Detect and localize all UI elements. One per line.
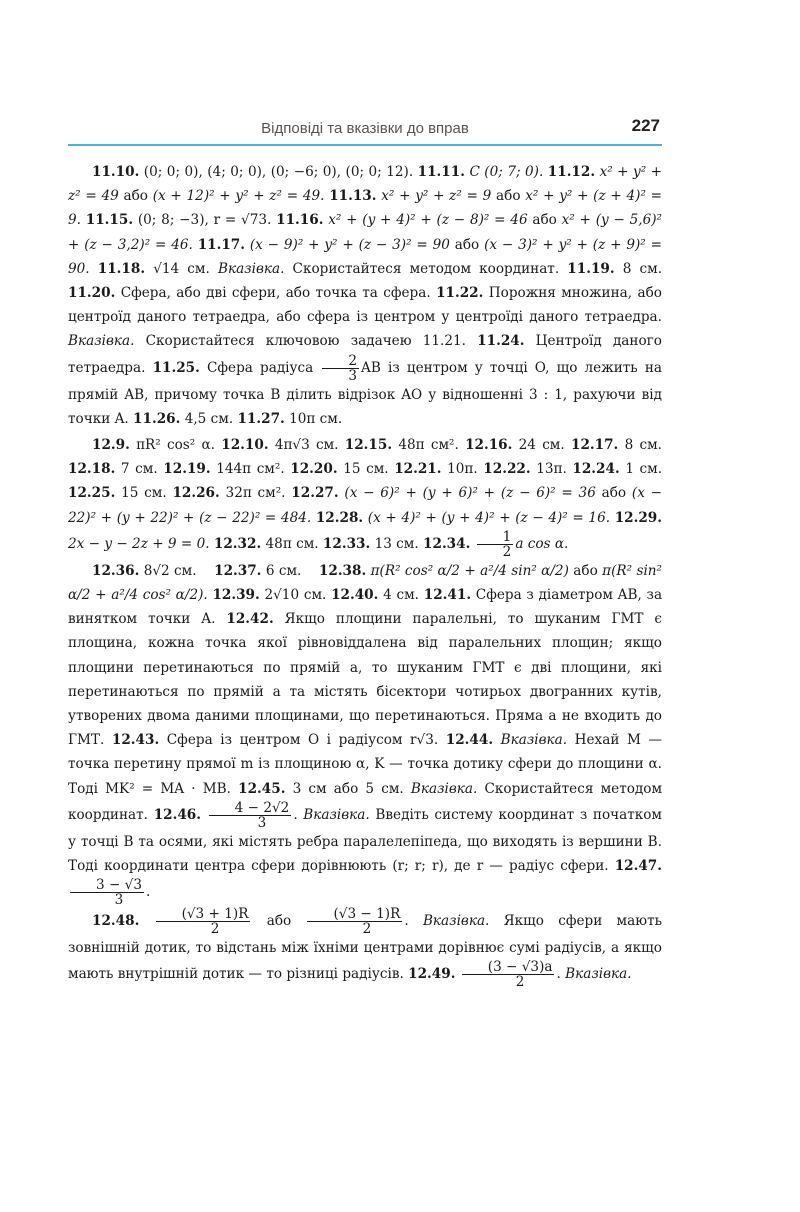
answer-text: або bbox=[601, 485, 627, 502]
answer-number: 11.19. bbox=[567, 260, 615, 277]
answer-number: 12.33. bbox=[322, 535, 371, 552]
answer-text: Порожня множина, або центроїд даного тетраедра, або сфера із центром у центроїді даного тетраедра. bbox=[68, 285, 662, 326]
fraction-12-49 bbox=[462, 960, 555, 989]
answer-text: Якщо сфери мають зовнішній дотик, то відстань між їхніми центрами дорівнює сумі радіусів, а якщо мають внутрішній дотик — то різниці радіусів. bbox=[68, 913, 662, 983]
fraction-12-48-a bbox=[156, 907, 251, 936]
answer-text: або bbox=[532, 212, 557, 229]
answer-text: 48π см. bbox=[265, 535, 319, 552]
answer-number: 11.24. bbox=[477, 333, 525, 350]
answer-text: 3 bbox=[257, 814, 267, 831]
answer-text: або bbox=[454, 236, 480, 253]
page-number: 227 bbox=[631, 116, 660, 135]
answer-number: 12.44. bbox=[445, 732, 494, 749]
answer-number: 11.22. bbox=[436, 285, 484, 302]
answer-text: або bbox=[123, 188, 148, 205]
answer-text: Центроїд даного тетраедра. bbox=[68, 333, 662, 376]
answer-text: або bbox=[266, 913, 292, 930]
answer-number: 12.10. bbox=[221, 437, 269, 454]
answer-text: π(R² sin² α/2 + a²/4 cos² α/2). bbox=[68, 562, 662, 604]
answer-text: πR² cos² α. bbox=[136, 437, 215, 454]
header-title: Відповіді та вказівки до вправ bbox=[261, 120, 469, 137]
answer-text: або bbox=[573, 562, 598, 579]
answer-number: 12.32. bbox=[213, 535, 262, 552]
answer-text: Нехай M — точка перетину прямої m із площиною α, K — точка дотику сфери до площини α. Тоді MK² = MA · MB. bbox=[68, 732, 663, 797]
answer-number: 12.17. bbox=[570, 437, 619, 454]
section-12-answers bbox=[68, 433, 662, 559]
answer-number: 11.16. bbox=[276, 212, 324, 229]
answers-text bbox=[68, 160, 662, 989]
answer-text: Введіть систему координат з початком у точці B та осями, які містять ребра паралелепіпеда, що виходять із вершини B. Тоді координати центра сфери дорівнюють (r; r; r), де r — радіус сфери. bbox=[68, 806, 662, 875]
answer-number: 11.11. bbox=[417, 164, 465, 180]
answer-number: 12.45. bbox=[238, 780, 286, 797]
answer-number: 12.46. bbox=[153, 806, 201, 823]
answer-number: 12.38. bbox=[318, 562, 367, 579]
answer-number: 11.18. bbox=[97, 260, 146, 277]
answer-text: 32π см². bbox=[225, 485, 286, 502]
answer-text: Скористайтеся ключовою задачею 11.21. bbox=[145, 333, 466, 350]
answer-text: 15 см. bbox=[121, 485, 167, 502]
answer-number: 12.18. bbox=[68, 461, 116, 478]
answer-number: 12.36. bbox=[92, 562, 140, 579]
answer-text: 13 см. bbox=[374, 535, 419, 552]
fraction-12-48-b bbox=[307, 907, 402, 936]
answer-number: 12.16. bbox=[465, 437, 513, 454]
answer-number: 12.21. bbox=[394, 461, 442, 478]
answer-text: 4π√3 см. bbox=[274, 437, 339, 454]
answer-text: Вказівка. bbox=[410, 780, 478, 797]
answer-text: √14 см. bbox=[153, 260, 210, 277]
answer-text: 1 см. bbox=[625, 461, 663, 478]
answer-number: 11.26. bbox=[133, 410, 181, 427]
running-header bbox=[68, 116, 662, 144]
answer-number: 12.15. bbox=[344, 437, 393, 454]
fraction-1-2 bbox=[477, 530, 514, 559]
answer-text: x² + y² + z² = 9 bbox=[381, 188, 492, 205]
answer-text: (x − 3)² + y² + (z + 9)² = 90. bbox=[68, 236, 662, 277]
answer-number: 12.40. bbox=[331, 587, 379, 604]
answer-text: 48π см². bbox=[398, 437, 459, 454]
answer-number: 12.39. bbox=[212, 587, 260, 604]
answer-text: 4 см. bbox=[383, 587, 420, 604]
answer-number: 12.28. bbox=[315, 509, 364, 526]
answer-number: 12.19. bbox=[163, 461, 211, 478]
answer-text: x² + y² + (z + 4)² = 9. bbox=[68, 188, 663, 229]
header-rule bbox=[68, 144, 662, 146]
answer-text: 144π см². bbox=[216, 461, 285, 478]
answer-number: 12.37. bbox=[214, 562, 262, 579]
answer-text: Сфера, або дві сфери, або точка та сфера. bbox=[120, 285, 431, 302]
answer-text: (0; 0; 0), (4; 0; 0), (0; −6; 0), (0; 0; 12). bbox=[143, 164, 414, 180]
answer-number: 11.12. bbox=[547, 164, 596, 180]
answer-text: 2x − y − 2z + 9 = 0. bbox=[68, 535, 210, 552]
answer-text: 4,5 см. bbox=[184, 410, 234, 427]
answer-text: x² + (y − 5,6)² + (z − 3,2)² = 46. bbox=[68, 212, 662, 253]
section-11-answers bbox=[68, 160, 662, 431]
answer-text: (x − 22)² + (y + 22)² + (z − 22)² = 484. bbox=[68, 485, 663, 526]
answer-text: (0; 8; −3), r = √73. bbox=[137, 212, 272, 229]
answer-text: 24 см. bbox=[518, 437, 565, 454]
answer-text: 2√10 см. bbox=[264, 587, 327, 604]
answer-text: Скористайтеся методом координат. bbox=[292, 260, 560, 277]
answer-text: π(R² cos² α/2 + a²/4 sin² α/2) bbox=[370, 562, 569, 579]
answer-number: 12.34. bbox=[423, 535, 471, 552]
answer-text: (x − 6)² + (y + 6)² + (z − 6)² = 36 bbox=[344, 485, 596, 502]
answer-text: (3 − √3)a bbox=[462, 960, 555, 975]
answer-number: 12.24. bbox=[572, 461, 620, 478]
answer-text: 2 bbox=[322, 354, 359, 369]
answer-number: 11.13. bbox=[329, 188, 377, 205]
answer-text: 2 bbox=[515, 974, 525, 991]
answer-text: Вказівка. bbox=[422, 913, 490, 930]
answer-text: Якщо площини паралельні, то шуканим ГМТ є площина, кожна точка якої рівновіддалена від паралельних площин; якщо площини перетинаються по прямій a, то шуканим ГМТ є дві площини, які перетинаються по прямій a та містять бісектори чотирьох двогранних кутів, утворених двома даними площинами, що перетинаються. Пряма a не входить до ГМТ. bbox=[68, 611, 662, 749]
answer-number: 12.26. bbox=[172, 485, 220, 502]
answer-text: Сфера із центром O і радіусом r√3. bbox=[166, 732, 439, 749]
answer-number: 11.20. bbox=[68, 285, 116, 302]
answer-text: 10π. bbox=[447, 461, 478, 478]
answer-number: 12.25. bbox=[68, 485, 116, 502]
answer-number: 12.41. bbox=[423, 587, 472, 604]
answer-number: 11.15. bbox=[85, 212, 134, 229]
answer-number: 12.20. bbox=[290, 461, 338, 478]
answer-text: або bbox=[496, 188, 521, 205]
answer-text: (√3 + 1)R bbox=[156, 907, 251, 922]
answer-number: 11.17. bbox=[197, 236, 245, 253]
answer-text: 8 см. bbox=[622, 260, 663, 277]
answer-text: x² + y² + z² = 49 bbox=[68, 164, 663, 205]
answer-text: 15 см. bbox=[343, 461, 389, 478]
answer-text: (x + 12)² + y² + z² = 49. bbox=[152, 188, 325, 205]
answer-text: Вказівка. bbox=[217, 260, 285, 277]
answer-text: Сфера з діаметром AB, за винятком точки A. bbox=[68, 587, 663, 628]
fraction-2-3 bbox=[322, 354, 359, 383]
answer-text: x² + (y + 4)² + (z − 8)² = 46 bbox=[328, 212, 528, 229]
answer-text: (x − 9)² + y² + (z − 3)² = 90 bbox=[249, 236, 450, 253]
answer-text: Вказівка. bbox=[500, 732, 568, 749]
answer-number: 12.22. bbox=[483, 461, 531, 478]
answer-text: Вказівка. bbox=[303, 806, 370, 823]
answer-text: 8 см. bbox=[624, 437, 662, 454]
answer-text: 6 см. bbox=[265, 562, 302, 579]
answer-text: 7 см. bbox=[120, 461, 158, 478]
answer-text: 10π см. bbox=[289, 410, 343, 427]
answer-number: 12.29. bbox=[614, 509, 662, 526]
answer-text: 4 − 2√2 bbox=[209, 801, 292, 816]
answer-number: 11.25. bbox=[152, 359, 200, 376]
answer-text: 3 см або 5 см. bbox=[292, 780, 404, 797]
answer-text: 1 bbox=[477, 530, 514, 545]
answer-text: (x + 4)² + (y + 4)² + (z − 4)² = 16. bbox=[367, 509, 611, 526]
answer-number: 12.48. bbox=[92, 913, 140, 930]
fraction-12-47 bbox=[70, 878, 144, 907]
answer-text: Скористайтеся методом координат. bbox=[68, 780, 663, 823]
fraction-12-46 bbox=[209, 801, 292, 830]
answer-text: a cos α. bbox=[515, 535, 569, 552]
answer-number: 12.43. bbox=[111, 732, 160, 749]
answer-text: 3 bbox=[348, 367, 358, 384]
answer-number: 12.27. bbox=[291, 485, 339, 502]
answers-12-48-12-49: 12.48. $\frac{(√3 + 1)R}{2}$ або $\frac{(√3 - 1)R}{2}$ . Вказівка. Якщо сфери мають зовнішній дотик, то відстань між їхніми центрами дорівнює сумі радіусів, а якщо мають внутрішній дотик — то різниці радіусів. 12.49. $\frac{(3 - √3)a}{2}$ . Вказівка. bbox=[68, 906, 662, 991]
answer-text: C (0; 7; 0). bbox=[469, 164, 544, 180]
answer-text: 2 bbox=[502, 543, 512, 560]
answer-number: 12.9. bbox=[92, 437, 130, 454]
answer-text: AB із центром у точці O, що лежить на прямій AB, причому точка B ділить відрізок AO у відношенні 3 : 1, рахуючи від точки A. bbox=[68, 359, 662, 427]
answer-text: 13π. bbox=[536, 461, 567, 478]
answer-text: 2 bbox=[362, 921, 372, 938]
answer-number: 11.27. bbox=[237, 410, 285, 427]
answer-number: 12.42. bbox=[226, 611, 274, 628]
answer-number: 11.10. bbox=[92, 164, 140, 180]
answer-text: Вказівка. bbox=[68, 333, 135, 350]
answer-number: 12.49. bbox=[408, 966, 456, 983]
answer-text: 3 bbox=[114, 892, 124, 909]
answer-text: Вказівка. bbox=[565, 966, 632, 983]
answer-text: (√3 − 1)R bbox=[307, 907, 402, 922]
answer-text: 2 bbox=[210, 921, 220, 938]
answers-12-36-to-12-38: 12.36. 8√2 см. 12.37. 6 см. 12.38. π(R² cos² α/2 + a²/4 sin² α/2) або π(R² sin² α/2 + a²/4 cos² α/2). 12.39. 2√10 см. 12.40. 4 см. 12.41. Сфера з діаметром AB, за винятком точки A. 12.42. Якщо площини паралельні, то шуканим ГМТ є площина, кожна точка якої рівновіддалена від паралельних площин; якщо площини перетинаються по прямій a, то шуканим ГМТ є дві площини, які перетинаються по прямій a та містять бісектори чотирьох двогранних кутів, утворених двома даними площинами, що перетинаються. Пряма a не входить до ГМТ. 12.43. Сфера із центром O і радіусом r√3. 12.44. Вказівка. Нехай M — точка перетину прямої m із площиною α, K — точка дотику сфери до площини α. Тоді MK² = MA · MB. 12.45. 3 см або 5 см. Вказівка. Скористайтеся методом координат. 12.46. $\frac{4 - 2√2}{3}$ . Вказівка. Введіть систему координат з початком у точці B та осями, які містять ребра паралелепіпеда, що виходять із вершини B. Тоді координати центра сфери дорівнюють (r; r; r), де r — радіус сфери. 12.47. $\frac{3 - √3}{3}$ . bbox=[68, 562, 663, 909]
answer-text: 8√2 см. bbox=[143, 562, 197, 579]
answer-text: 3 − √3 bbox=[70, 878, 144, 893]
answer-text: Сфера радіуса bbox=[207, 359, 314, 376]
answer-number: 12.47. bbox=[614, 858, 663, 875]
